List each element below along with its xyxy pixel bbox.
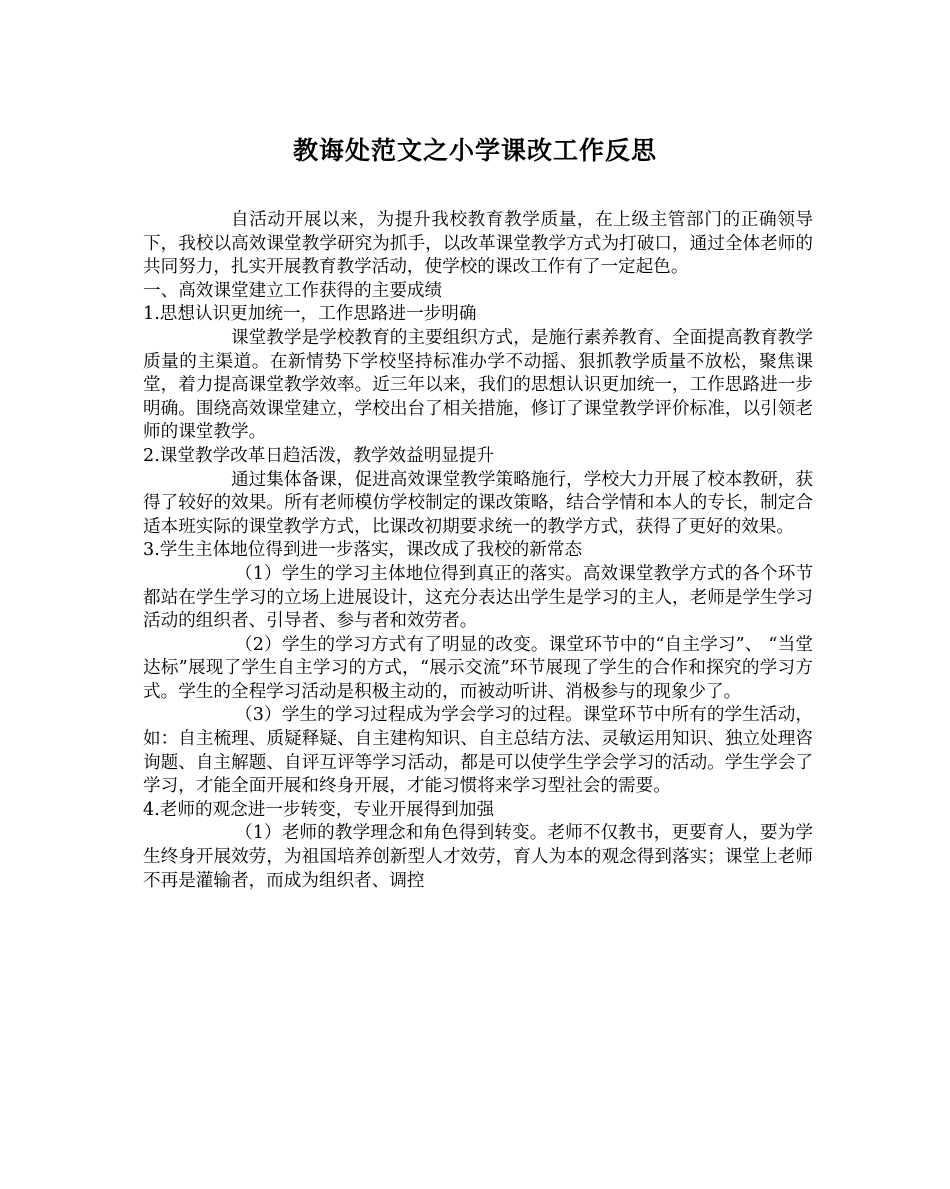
paragraph-2: 通过集体备课，促进高效课堂教学策略施行，学校大力开展了校本教研，获得了较好的效果。所有老师模仿学校制定的课改策略，结合学情和本人的专长，制定合适本班实际的课堂教学方式，比课改初期要求统一的教学方式，获得了更好的效果。 [143,469,813,537]
subsection-heading-3: 3.学生主体地位得到进一步落实，课改成了我校的新常态 [143,540,583,561]
intro-paragraph: 自活动开展以来，为提升我校教育教学质量，在上级主管部门的正确领导下，我校以高效课堂教学研究为抓手，以改革课堂教学方式为打破口，通过全体老师的共同努力，扎实开展教育教学活动，使学校的课改工作有了一定起色。 [143,210,813,278]
subsection-heading-2: 2.课堂教学改革日趋活泼，教学效益明显提升 [143,445,495,466]
document-body [143,209,813,893]
point-paragraph-3-2: （2）学生的学习方式有了明显的改变。课堂环节中的“自主学习”、 “当堂达标”展现了学生自主学习的方式，“展示交流”环节展现了学生的合作和探究的学习方式。学生的全程学习活动是积极主动的，而被动听讲、消极参与的现象少了。 [143,634,813,702]
section-heading-1: 一、高效课堂建立工作获得的主要成绩 [143,280,443,301]
point-paragraph-3-1: （1）学生的学习主体地位得到真正的落实。高效课堂教学方式的各个环节都站在学生学习的立场上进展设计，这充分表达出学生是学习的主人，老师是学生学习活动的组织者、引导者、参与者和效劳者。 [143,563,813,632]
document-title: 教诲处范文之小学课改工作反思 [292,136,657,165]
paragraph-1: 课堂教学是学校教育的主要组织方式，是施行素养教育、全面提高教育教学质量的主渠道。在新情势下学校坚持标准办学不动摇、狠抓教学质量不放松，聚焦课堂，着力提高课堂教学效率。近三年以来，我们的思想认识更加统一，工作思路进一步明确。围绕高效课堂建立，学校出台了相关措施，修订了课堂教学评价标准，以引领老师的课堂教学。 [143,327,813,443]
subsection-heading-1: 1.思想认识更加统一，工作思路进一步明确 [143,304,477,325]
subsection-heading-4: 4.老师的观念进一步转变，专业开展得到加强 [143,799,495,820]
point-paragraph-4-1: （1）老师的教学理念和角色得到转变。老师不仅教书，更要育人，要为学生终身开展效劳，为祖国培养创新型人才效劳，育人为本的观念得到落实；课堂上老师不再是灌输者，而成为组织者、调控 [143,823,813,891]
point-paragraph-3-3: （3）学生的学习过程成为学会学习的过程。课堂环节中所有的学生活动，如：自主梳理、质疑释疑、自主建构知识、自主总结方法、灵敏运用知识、独立处理咨询题、自主解题、自评互评等学习活动，都是可以使学生学会学习的活动。学生学会了学习，才能全面开展和终身开展，才能习惯将来学习型社会的需要。 [143,705,813,797]
